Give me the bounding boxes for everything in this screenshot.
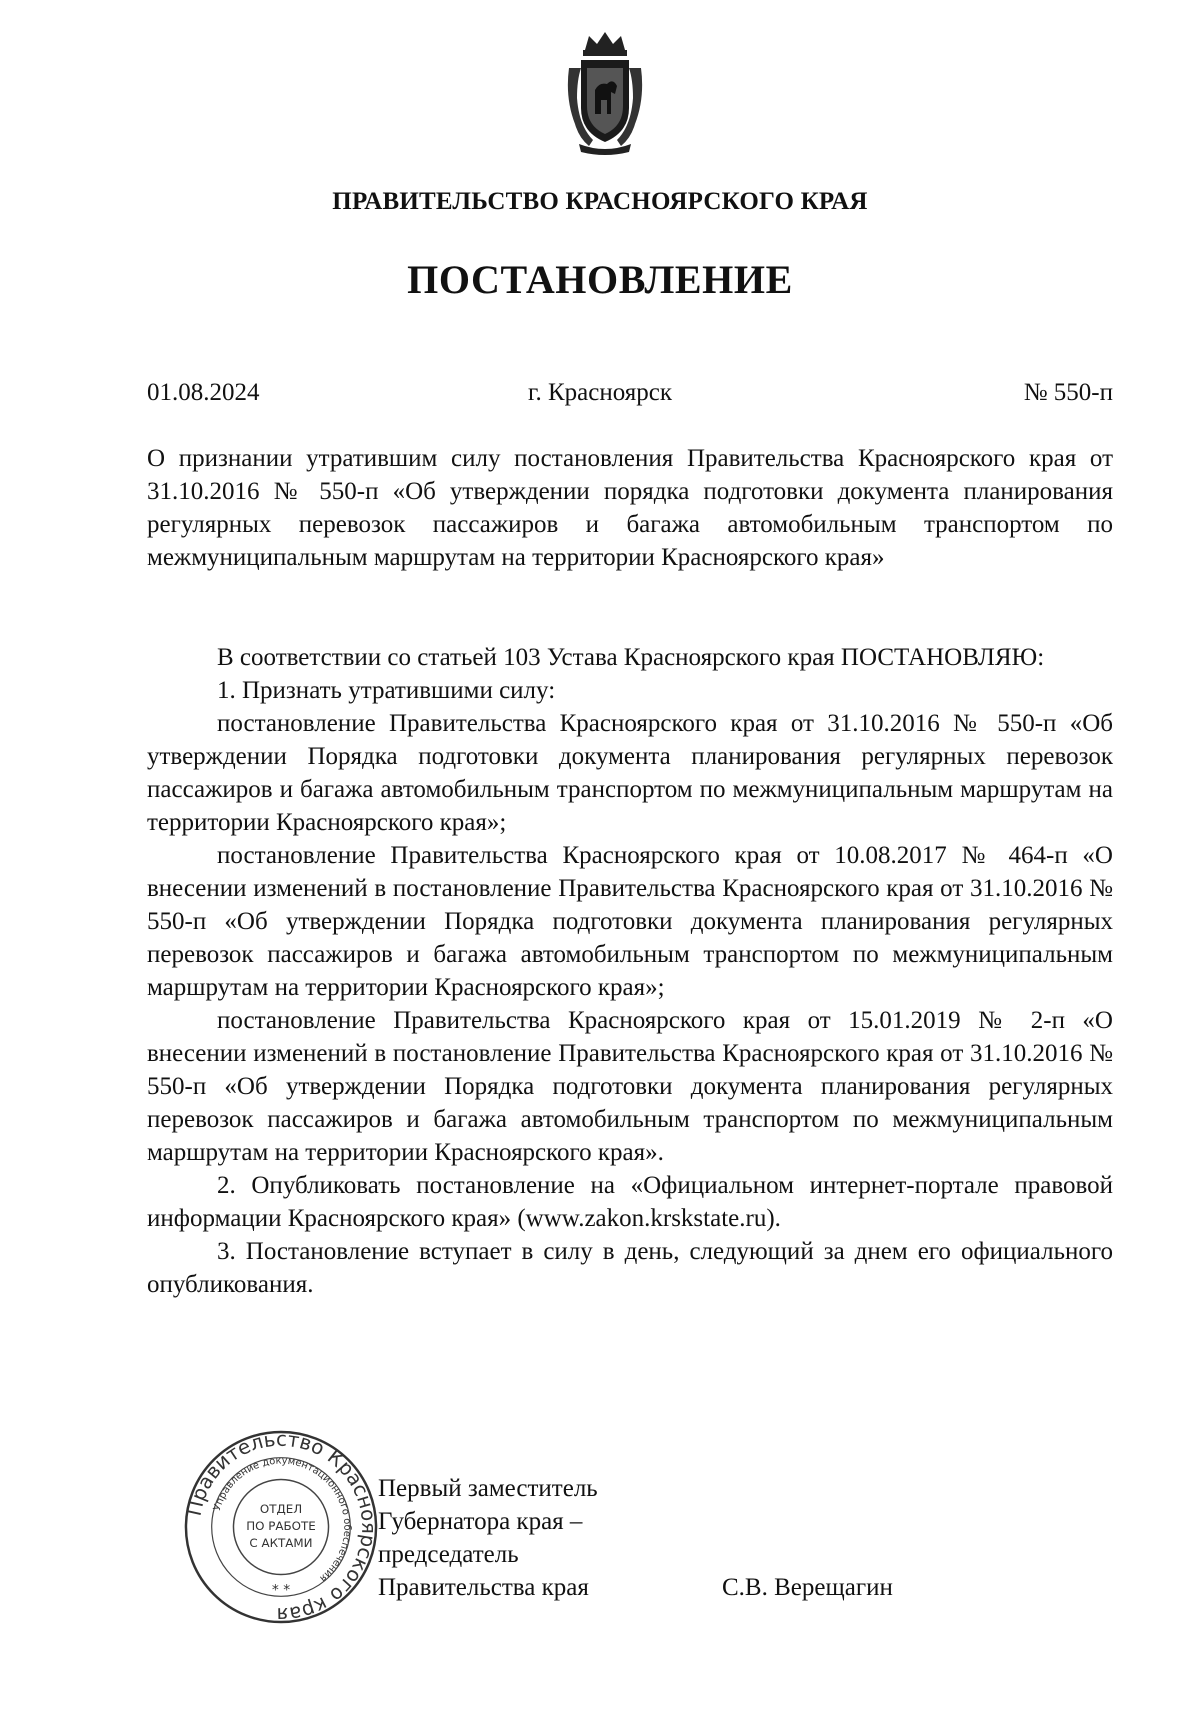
official-stamp xyxy=(182,1428,380,1626)
stamp-outer-text: Правительство Красноярского края xyxy=(182,1428,380,1626)
stamp-stars: * * xyxy=(271,1582,291,1599)
signatory-line-2: Губернатора края – xyxy=(378,1508,583,1535)
document-type: ПОСТАНОВЛЕНИЕ xyxy=(407,257,793,302)
item-2: 2. Опубликовать постановление на «Официальном интернет-портале правовой информации Красноярского края» (www.zakon.krskstate.ru). xyxy=(147,1172,1113,1232)
document-city: г. Красноярск xyxy=(528,379,672,406)
item-1-entry-3: постановление Правительства Красноярского края от 15.01.2019 № 2-п «О внесении изменений в постановление Правительства Красноярского края от 31.10.2016 № 550-п «Об утверждении Порядка подготовки документа планирования регулярных перевозок пассажиров и багажа автомобильным транспортом по межмуниципальным маршрутам на территории Красноярского края». xyxy=(147,1007,1113,1166)
signatory-name: С.В. Верещагин xyxy=(722,1574,893,1601)
signatory-position xyxy=(378,1472,598,1604)
item-3: 3. Постановление вступает в силу в день, следующий за днем его официального опубликования. xyxy=(147,1238,1113,1298)
stamp-center-line-1: ОТДЕЛ xyxy=(259,1502,303,1517)
stamp-inner-text: Управление документационного обеспечения xyxy=(211,1455,353,1584)
item-1: 1. Признать утратившими силу: xyxy=(217,677,556,704)
preamble: В соответствии со статьей 103 Устава Красноярского края ПОСТАНОВЛЯЮ: xyxy=(217,644,1045,671)
organization-name: ПРАВИТЕЛЬСТВО КРАСНОЯРСКОГО КРАЯ xyxy=(332,188,868,215)
stamp-center-line-3: С АКТАМИ xyxy=(249,1535,313,1550)
document-date: 01.08.2024 xyxy=(147,379,260,406)
signatory-line-4: Правительства края xyxy=(378,1574,589,1601)
signatory-line-1: Первый заместитель xyxy=(378,1475,598,1502)
document-body xyxy=(147,641,1113,1301)
document-number: № 550-п xyxy=(1023,379,1113,406)
coat-of-arms-icon xyxy=(565,28,645,156)
item-1-entry-2: постановление Правительства Красноярского края от 10.08.2017 № 464-п «О внесении изменений в постановление Правительства Красноярского края от 31.10.2016 № 550-п «Об утверждении Порядка подготовки документа планирования регулярных перевозок пассажиров и багажа автомобильным транспортом по межмуниципальным маршрутам на территории Красноярского края»; xyxy=(147,842,1113,1001)
document-title-block xyxy=(147,442,1113,574)
item-1-entry-1: постановление Правительства Красноярского края от 31.10.2016 № 550-п «Об утверждении Порядка подготовки документа планирования регулярных перевозок пассажиров и багажа автомобильным транспортом по межмуниципальным маршрутам на территории Красноярского края»; xyxy=(147,710,1113,836)
stamp-center-line-2: ПО РАБОТЕ xyxy=(246,1518,316,1533)
signatory-line-3: председатель xyxy=(378,1541,519,1568)
document-title: О признании утратившим силу постановления Правительства Красноярского края от 31.10.2016 № 550-п «Об утверждении порядка подготовки документа планирования регулярных перевозок пассажиров и багажа автомобильным транспортом по межмуниципальным маршрутам на территории Красноярского края» xyxy=(147,445,1113,571)
